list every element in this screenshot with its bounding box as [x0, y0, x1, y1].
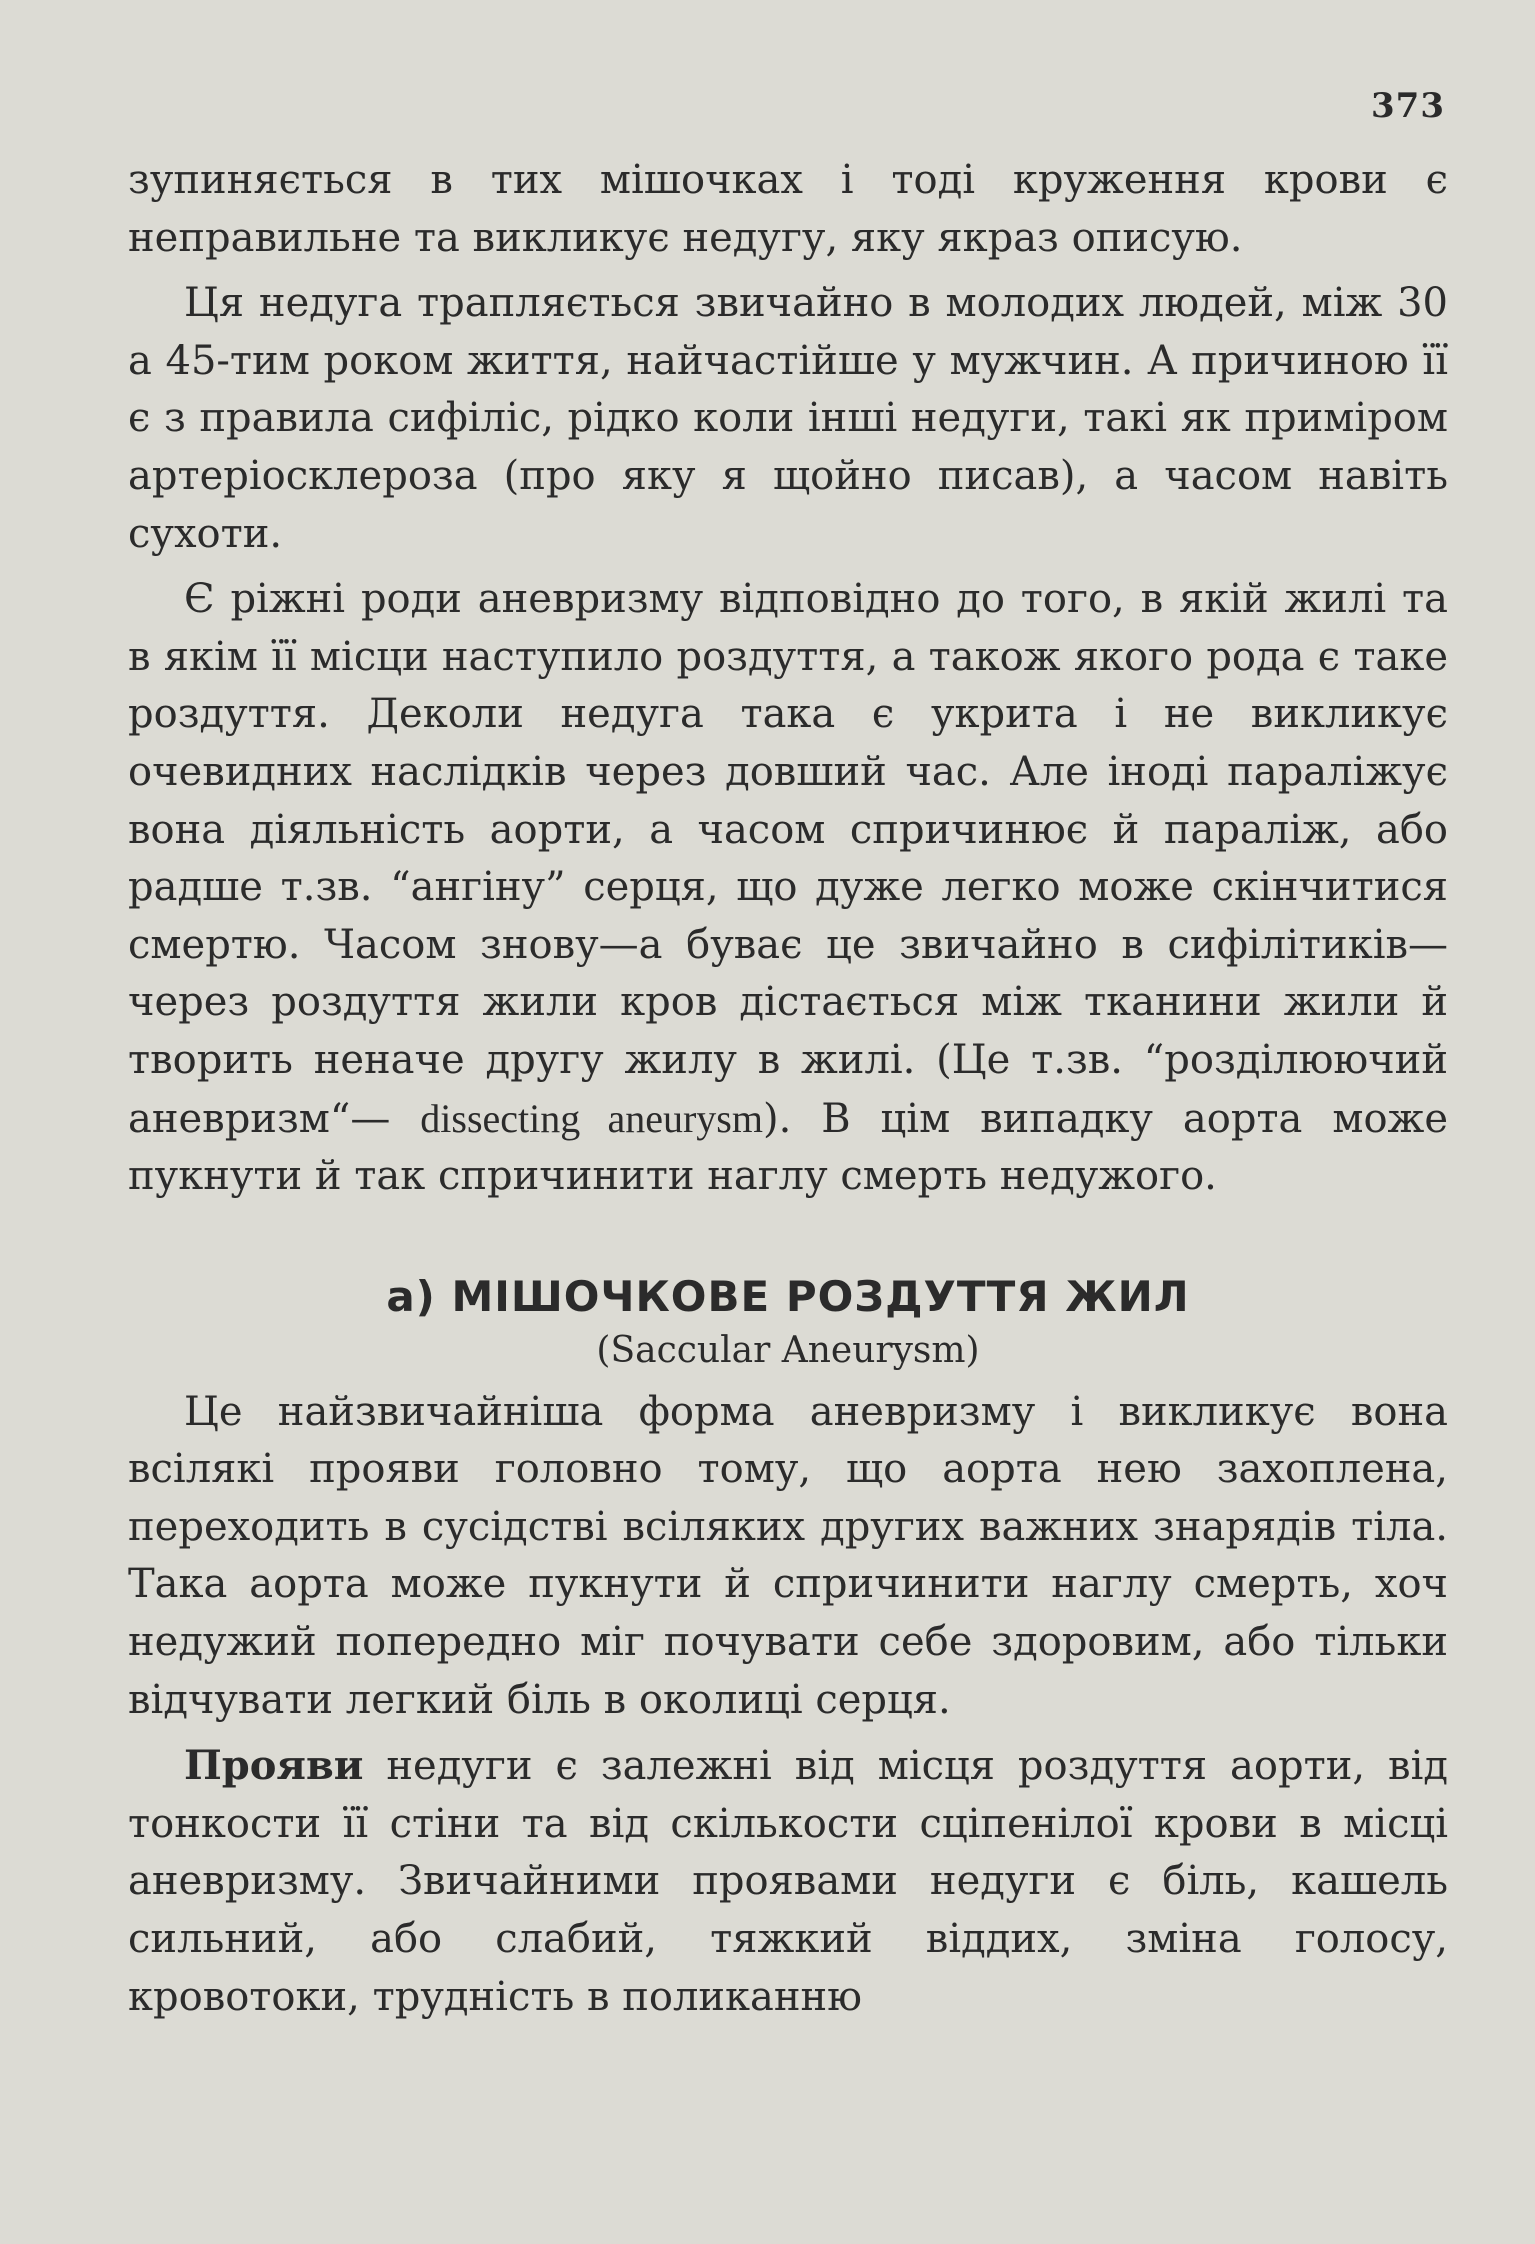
- page-number: 373: [1371, 86, 1445, 126]
- paragraph-3-end: ). В цім випадку аорта може пукнути й так спричинити наглу смерть недужого.: [128, 1095, 1448, 1200]
- paragraph-4: Це найзвичайніша форма аневризму і викликує вона всілякі прояви головно тому, що аорта нею захоплена, переходить в сусідстві всіляких других важних знарядів тіла. Така аорта може пукнути й спричинити наглу смерть, хоч недужий попередно міг почувати себе здоровим, або тільки відчувати легкий біль в околиці серця.: [128, 1388, 1448, 1723]
- paragraph-5: [128, 1737, 1448, 2026]
- paragraph-5-text: недуги є залежні від місця роздуття аорти, від тонкости її стіни та від скількости сціпенілої крови в місці аневризму. Звичайними проявами недуги є біль, кашель сильний, або слабий, тяжкий віддих, зміна голосу, кровотоки, трудність в поликанню: [128, 1743, 1448, 2020]
- paragraph-5-lead: Прояви: [184, 1742, 364, 1790]
- paragraph-3: [128, 571, 1448, 1206]
- page-content: [128, 152, 1448, 2026]
- paragraph-3-text: Є ріжні роди аневризму відповідно до того, в якій жилі та в якім її місци наступило роздуття, а також якого рода є таке роздуття. Деколи недуга така є укрита і не викликує очевидних наслідків через довший час. Але іноді параліжує вона діяльність аорти, а часом спричинює й параліж, або радше т.зв. “ангіну” серця, що дуже легко може скінчитися смертю. Часом знову—а буває це звичайно в сифілітиків—через роздуття жили кров дістається між тканини жили й творить неначе другу жилу в жилі. (Це т.зв. “розділюючий аневризм“—: [128, 576, 1448, 1142]
- section-subheading: (Saccular Aneurysm): [596, 1329, 980, 1371]
- section-heading: а) МІШОЧКОВЕ РОЗДУТТЯ ЖИЛ: [386, 1271, 1190, 1321]
- latin-term: dissecting aneurysm: [420, 1095, 763, 1141]
- paragraph-continuation: зупиняється в тих мішочках і тоді круження крови є неправильне та викликує недугу, яку якраз описую.: [128, 157, 1448, 261]
- paragraph-2: Ця недуга трапляється звичайно в молодих людей, між 30 а 45-тим роком життя, найчастійше у мужчин. А причиною її є з правила сифіліс, рідко коли інші недуги, такі як приміром артеріосклероза (про яку я щойно писав), а часом навіть сухоти.: [128, 280, 1448, 557]
- section-heading-block: [128, 1266, 1448, 1374]
